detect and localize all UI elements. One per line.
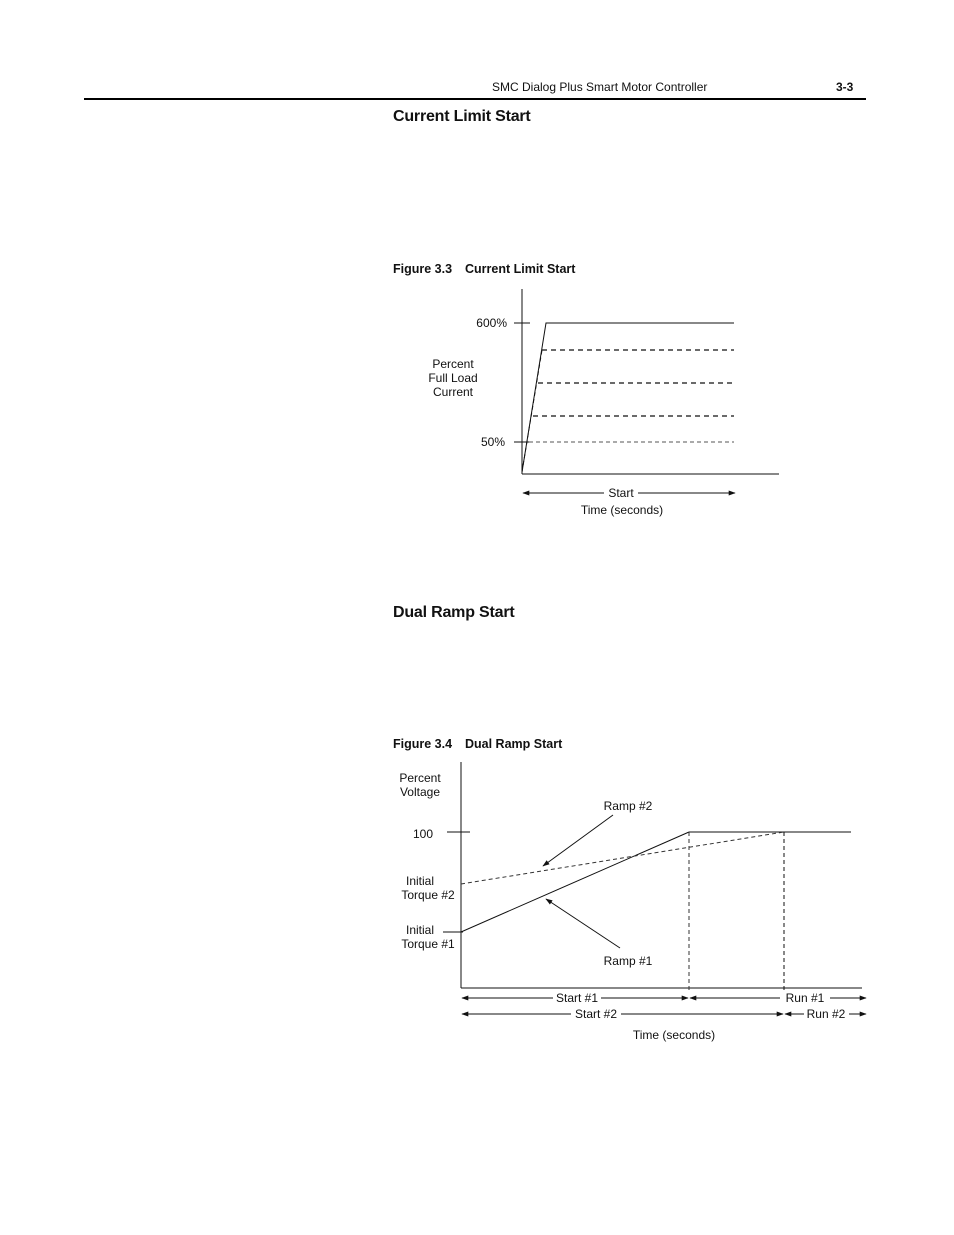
section-title-dual-ramp-start: Dual Ramp Start [393, 604, 515, 621]
fig34-tick-label-100: 100 [412, 827, 434, 841]
fig34-ramp-1-label: Ramp #1 [603, 954, 653, 968]
fig34-ramp-2-label: Ramp #2 [603, 799, 653, 813]
fig34-run-1-label: Run #1 [785, 991, 825, 1005]
fig34-initial-torque-2-line2: Torque #2 [401, 888, 455, 902]
fig33-curve-600 [522, 323, 734, 472]
fig34-initial-torque-1-line2: Torque #1 [401, 937, 455, 951]
fig33-tick-label-50: 50% [480, 435, 505, 449]
fig34-run-2-label: Run #2 [806, 1007, 846, 1021]
figure-3-4-number: Figure 3.4 [393, 737, 453, 751]
fig34-start-2-label: Start #2 [574, 1007, 618, 1021]
figure-3-3-number: Figure 3.3 [393, 262, 453, 276]
figure-3-3-diagram [428, 289, 779, 517]
fig34-ramp-2-pointer [543, 815, 613, 866]
fig34-ramp-1-pointer [546, 899, 620, 948]
fig33-tick-label-600: 600% [476, 316, 507, 330]
fig34-x-label: Time (seconds) [632, 1028, 716, 1042]
section-title-current-limit-start: Current Limit Start [393, 108, 531, 125]
figure-3-3-title: Current Limit Start [465, 262, 576, 276]
figure-3-4-diagram [399, 762, 866, 1042]
fig34-ramp-1-line [461, 832, 689, 932]
fig33-start-label: Start [608, 486, 634, 500]
fig34-initial-torque-2-line1: Initial [405, 874, 435, 888]
fig33-y-label-3: Current [432, 385, 474, 399]
page-number: 3-3 [836, 80, 854, 94]
figure-3-4-title: Dual Ramp Start [465, 737, 563, 751]
fig34-initial-torque-1-line1: Initial [405, 923, 435, 937]
fig33-y-label-2: Full Load [428, 371, 478, 385]
fig34-y-label-1: Percent [399, 771, 441, 785]
fig34-ramp-2-line [461, 832, 784, 884]
fig34-y-label-2: Voltage [399, 785, 441, 799]
fig33-y-label-1: Percent [432, 357, 474, 371]
running-header-title: SMC Dialog Plus Smart Motor Controller [492, 80, 708, 94]
fig34-start-1-label: Start #1 [555, 991, 599, 1005]
fig33-x-label: Time (seconds) [580, 503, 664, 517]
